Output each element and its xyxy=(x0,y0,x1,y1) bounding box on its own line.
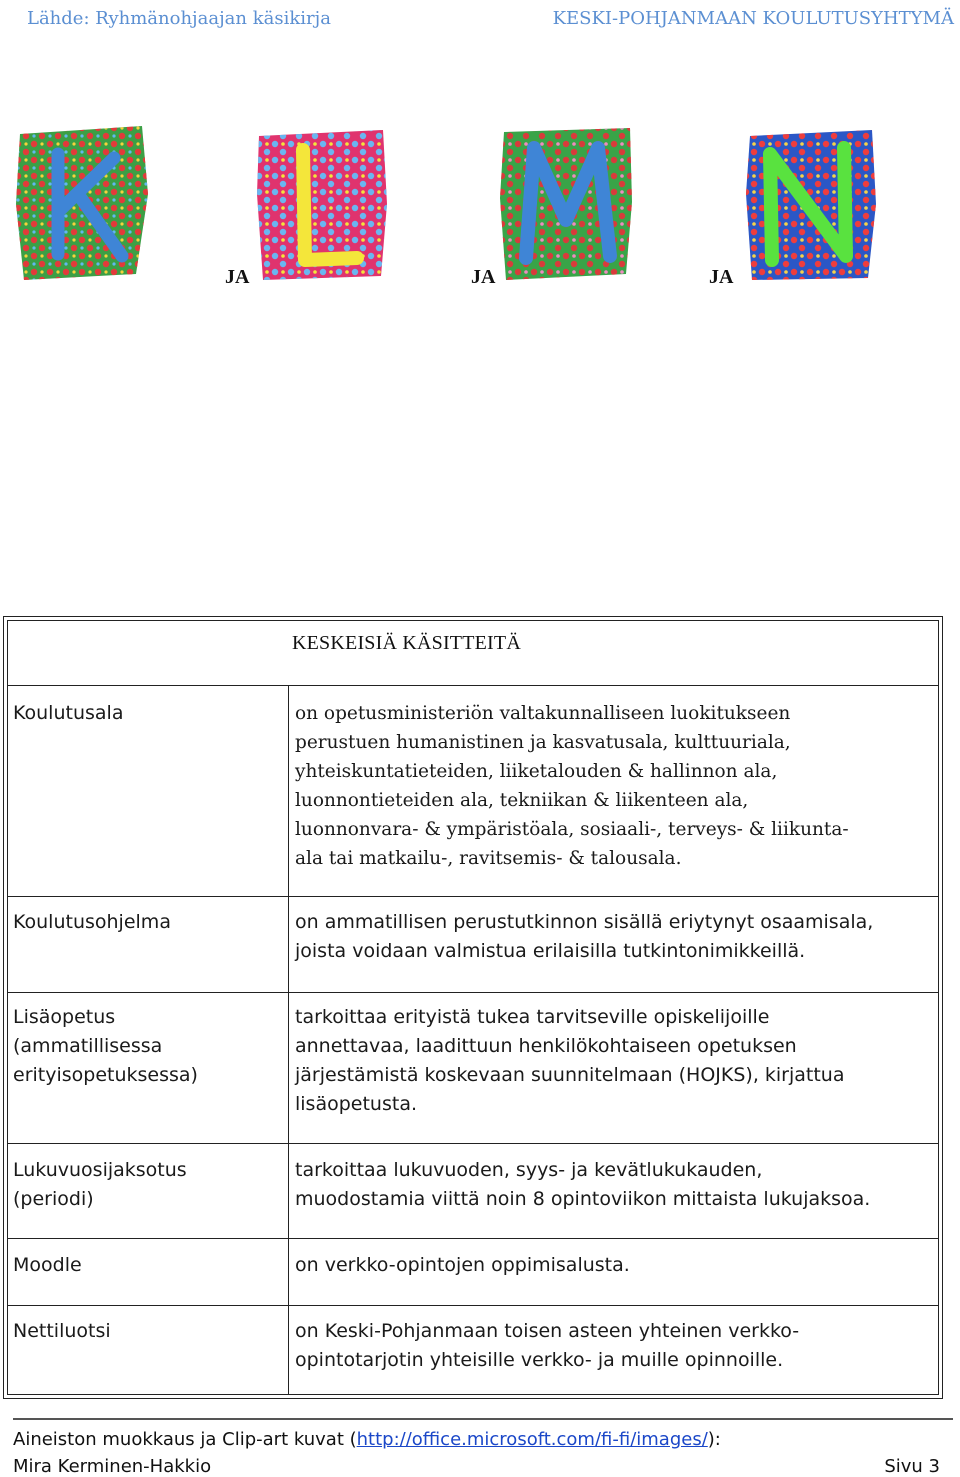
row-divider xyxy=(7,1143,939,1144)
clipart-link[interactable]: http://office.microsoft.com/fi-fi/images/ xyxy=(356,1429,708,1450)
term-koulutusala: Koulutusala xyxy=(13,702,124,724)
footer-credit: Aineiston muokkaus ja Clip-art kuvat (http://office.microsoft.com/fi-fi/images/): xyxy=(13,1429,721,1450)
table-title: KESKEISIÄ KÄSITTEITÄ xyxy=(292,632,521,654)
definition-moodle: on verkko-opintojen oppimisalusta. xyxy=(295,1254,630,1276)
term-nettiluotsi: Nettiluotsi xyxy=(13,1320,111,1342)
letter-m-graphic xyxy=(498,124,636,284)
term-lukuvuosijaksotus: Lukuvuosijaksotus (periodi) xyxy=(13,1159,187,1210)
header-source: Lähde: Ryhmänohjaajan käsikirja xyxy=(27,8,331,29)
row-divider xyxy=(7,1305,939,1306)
letter-k-graphic xyxy=(14,124,152,284)
letter-l-graphic xyxy=(255,124,390,284)
connector-ja-1: JA xyxy=(225,266,250,288)
connector-ja-2: JA xyxy=(471,266,496,288)
row-divider xyxy=(7,685,939,686)
page-number: Sivu 3 xyxy=(884,1456,940,1477)
row-divider xyxy=(7,896,939,897)
definition-lukuvuosijaksotus: tarkoittaa lukuvuoden, syys- ja kevätlukukauden, muodostamia viittä noin 8 opintoviikon mittaista lukujaksoa. xyxy=(295,1159,871,1210)
definition-koulutusohjelma: on ammatillisen perustutkinnon sisällä eriytynyt osaamisala, joista voidaan valmistua erilaisilla tutkintonimikkeillä. xyxy=(295,911,874,962)
term-lisaopetus: Lisäopetus (ammatillisessa erityisopetuksessa) xyxy=(13,1006,198,1086)
letter-n-graphic xyxy=(742,124,880,284)
definition-nettiluotsi: on Keski-Pohjanmaan toisen asteen yhteinen verkko- opintotarjotin yhteisille verkko- ja muille opinnoille. xyxy=(295,1320,800,1371)
term-moodle: Moodle xyxy=(13,1254,82,1276)
term-koulutusohjelma: Koulutusohjelma xyxy=(13,911,171,933)
definition-lisaopetus: tarkoittaa erityistä tukea tarvitseville opiskelijoille annettavaa, laadittuun henkilökohtaiseen opetuksen järjestämistä koskevaan suunnitelmaan (HOJKS), kirjattua lisäopetusta. xyxy=(295,1006,845,1115)
page-header xyxy=(0,4,960,34)
footer-author: Mira Kerminen-Hakkio xyxy=(13,1456,212,1477)
footer-author-line xyxy=(13,1456,953,1477)
footer-rule xyxy=(13,1418,953,1420)
row-divider xyxy=(7,992,939,993)
row-divider xyxy=(7,1238,939,1239)
column-divider xyxy=(288,685,289,1395)
connector-ja-3: JA xyxy=(709,266,734,288)
header-organization: KESKI-POHJANMAAN KOULUTUSYHTYMÄ xyxy=(552,8,954,29)
definition-koulutusala: on opetusministeriön valtakunnalliseen luokitukseen perustuen humanistinen ja kasvatusala, kulttuuriala, yhteiskuntatieteiden, liiketalouden & hallinnon ala, luonnontieteiden ala, tekniikan & liikenteen ala, luonnonvara- & ympäristöala, sosiaali-, terveys- & liikunta- ala tai matkailu-, ravitsemis- & talousala. xyxy=(295,703,849,869)
